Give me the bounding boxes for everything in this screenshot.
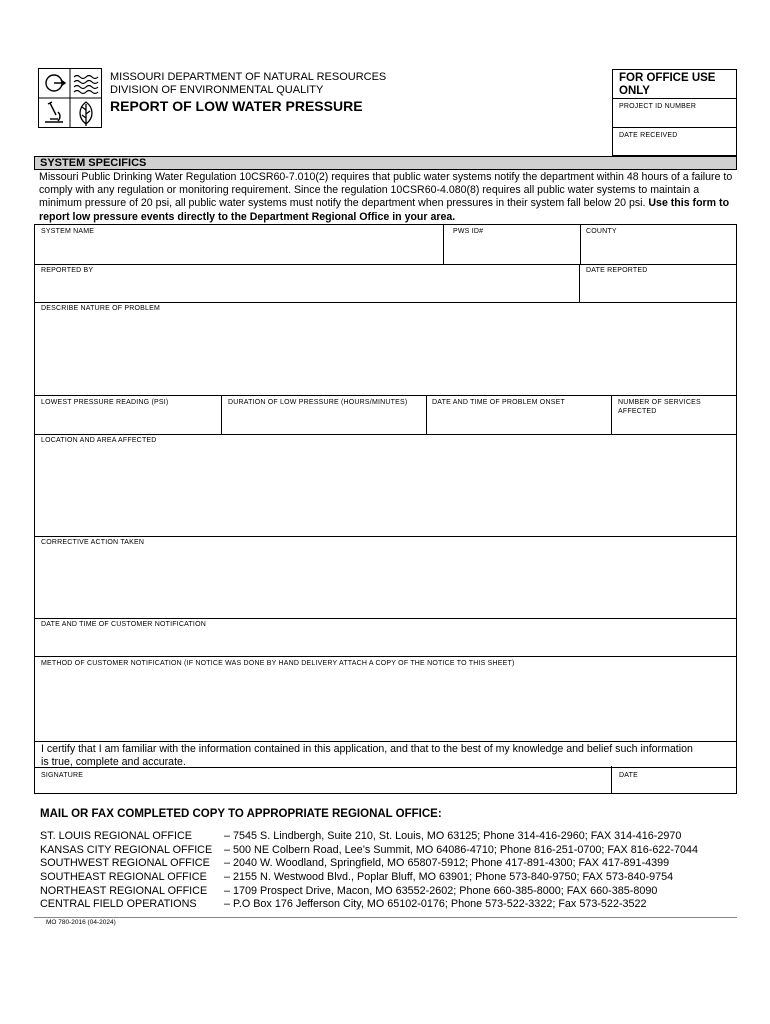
signature-label: SIGNATURE [41, 772, 84, 779]
office-use-box [612, 69, 737, 156]
intro-text: Missouri Public Drinking Water Regulation 10CSR60-7.010(2) requires that public water systems notify the department within 48 hours of a failure to comply with any regulation or monitoring requirement. Since the regulation 10CSR60-4.080(8) requires all public water systems to maintain a minimum pressure of 20 psi, all public water systems must notify the department when pressures in their system fall below 20 psi. [39, 171, 733, 210]
intro-paragraph [39, 171, 733, 224]
dnr-logo [38, 68, 102, 128]
num-services-label: NUMBER OF SERVICES AFFECTED [618, 399, 701, 415]
microscope-icon [45, 102, 63, 122]
date-received-field[interactable] [613, 127, 736, 157]
pws-id-label: PWS ID# [453, 228, 484, 235]
office-name: CENTRAL FIELD OPERATIONS [40, 898, 197, 911]
signature-divider [611, 766, 612, 793]
signature-row[interactable] [34, 766, 737, 794]
mail-title: MAIL OR FAX COMPLETED COPY TO APPROPRIATE REGIONAL OFFICE: [40, 808, 442, 820]
office-address: – P.O Box 176 Jefferson City, MO 65102-0176; Phone 573-522-3322; Fax 573-522-3522 [224, 898, 647, 911]
form-number: MO 780-2016 (04-2024) [46, 919, 116, 926]
water-waves-icon [74, 76, 98, 94]
office-address: – 500 NE Colbern Road, Lee’s Summit, MO 64086-4710; Phone 816-251-0700; FAX 816-622-7044 [224, 843, 698, 856]
form-grid [34, 224, 737, 779]
date-label: DATE [619, 772, 638, 779]
county-label: COUNTY [586, 228, 617, 235]
office-address: – 2155 N. Westwood Blvd., Poplar Bluff, MO 63901; Phone 573-840-9750; FAX 573-840-9754 [224, 871, 674, 884]
office-use-title: FOR OFFICE USE ONLY [619, 72, 716, 97]
office-name: SOUTHEAST REGIONAL OFFICE [40, 871, 207, 884]
certification-text: I certify that I am familiar with the information contained in this application, and that to the best of my knowledge and belief such information is true, complete and accurate. [41, 743, 693, 768]
agency-name: MISSOURI DEPARTMENT OF NATURAL RESOURCES [110, 71, 387, 83]
office-address: – 2040 W. Woodland, Springfield, MO 65807-5912; Phone 417-891-4300; FAX 417-891-4399 [224, 857, 670, 870]
office-address: – 7545 S. Lindbergh, Suite 210, St. Louis, MO 63125; Phone 314-416-2960; FAX 314-416-2970 [224, 830, 682, 842]
describe-problem-label: DESCRIBE NATURE OF PROBLEM [41, 305, 161, 312]
date-received-label: DATE RECEIVED [619, 132, 678, 139]
leaf-icon [80, 102, 92, 126]
reported-by-label: REPORTED BY [41, 267, 94, 274]
project-id-label: PROJECT ID NUMBER [619, 103, 697, 110]
location-label: LOCATION AND AREA AFFECTED [41, 437, 157, 444]
project-id-field[interactable] [613, 98, 736, 128]
onset-label: DATE AND TIME OF PROBLEM ONSET [432, 399, 565, 406]
date-reported-label: DATE REPORTED [586, 267, 648, 274]
office-name: ST. LOUIS REGIONAL OFFICE [40, 830, 192, 842]
globe-arrow-icon [46, 75, 65, 91]
corrective-action-label: CORRECTIVE ACTION TAKEN [41, 539, 145, 546]
notification-date-label: DATE AND TIME OF CUSTOMER NOTIFICATION [41, 621, 206, 628]
office-address: – 1709 Prospect Drive, Macon, MO 63552-2602; Phone 660-385-8000; FAX 660-385-8090 [224, 884, 658, 897]
duration-label: DURATION OF LOW PRESSURE (HOURS/MINUTES) [228, 399, 408, 406]
office-name: KANSAS CITY REGIONAL OFFICE [40, 843, 213, 856]
footer-rule [34, 917, 737, 918]
office-name: NORTHEAST REGIONAL OFFICE [40, 884, 208, 897]
section-header [34, 156, 737, 170]
system-name-label: SYSTEM NAME [41, 228, 95, 235]
office-name: SOUTHWEST REGIONAL OFFICE [40, 857, 210, 870]
intro-bold-text: Use this form to report low pressure events directly to the Department Regional Office in your area. [39, 197, 730, 223]
lowest-pressure-label: LOWEST PRESSURE READING (PSI) [41, 399, 169, 406]
form-title: REPORT OF LOW WATER PRESSURE [110, 98, 363, 114]
section-title: SYSTEM SPECIFICS [40, 157, 147, 169]
notification-method-label: METHOD OF CUSTOMER NOTIFICATION (IF NOTICE WAS DONE BY HAND DELIVERY ATTACH A COPY OF THE NOTICE TO THIS SHEET) [41, 660, 515, 667]
division-name: DIVISION OF ENVIRONMENTAL QUALITY [110, 84, 324, 96]
